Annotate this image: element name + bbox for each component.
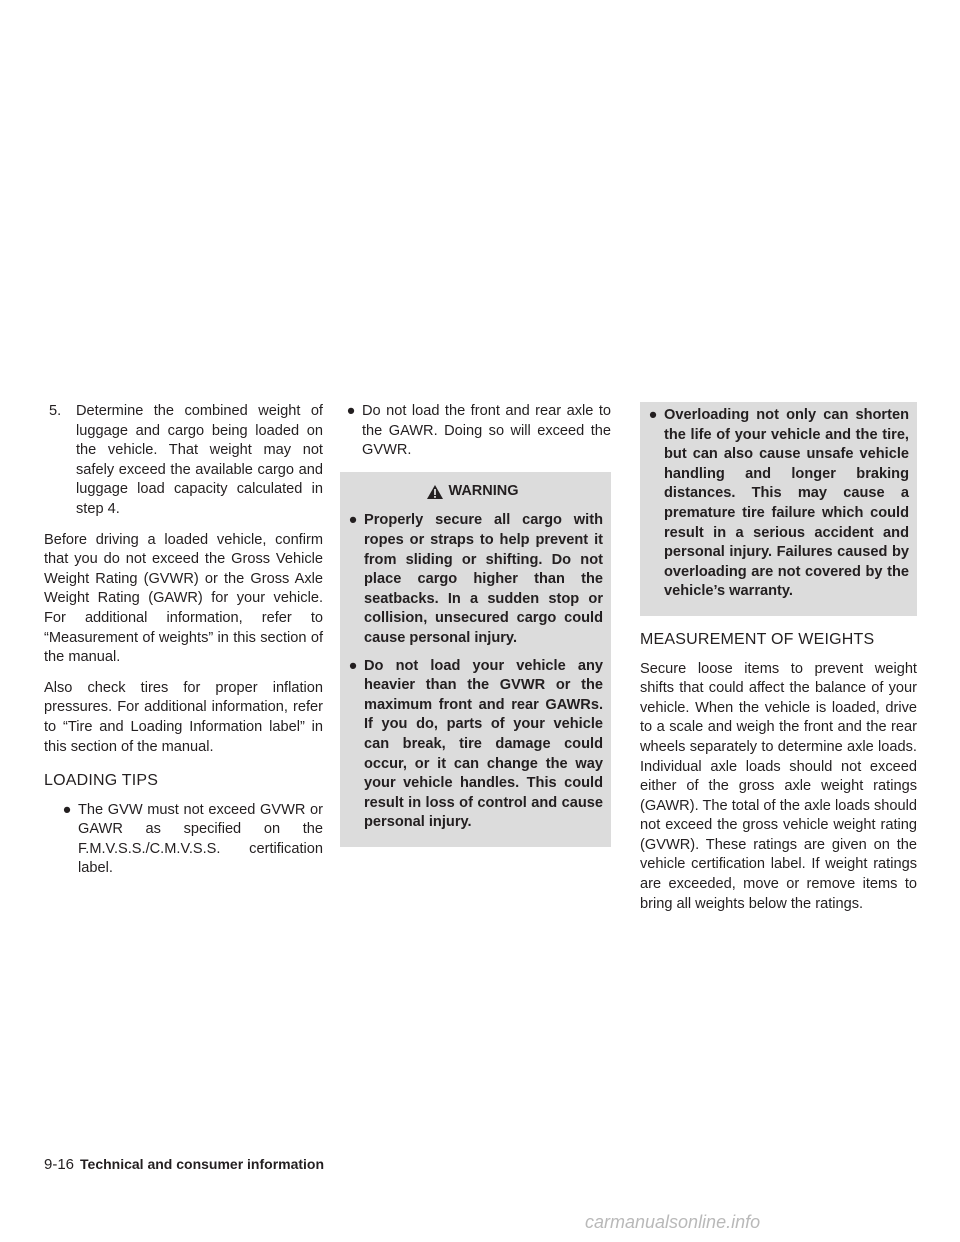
warning-text: Do not load your vehicle any heavier than the GVWR or the maximum front and rear GAWRs. If you do, parts of your vehicle can break, tire damage could occur, or it can change the way your vehicle handles. This could result in loss of control and cause personal injury. [364, 657, 603, 831]
warning-text: Properly secure all cargo with ropes or straps to help prevent it from sliding or shifting. Do not place cargo higher than the seatbacks. In a sudden stop or collision, unsecured cargo could cause personal injury. [364, 512, 603, 646]
warning-title: WARNING [448, 482, 519, 499]
step-number: 5. [49, 403, 62, 419]
section-title: Technical and consumer information [80, 1156, 325, 1172]
step-5 [44, 402, 323, 520]
warning-item [342, 657, 603, 833]
bullet-text: The GVW must not exceed GVWR or GAWR as specified on the F.M.V.S.S./C.M.V.S.S. certification label. [78, 801, 323, 877]
warning-item [642, 406, 909, 602]
heading-measurement: MEASUREMENT OF WEIGHTS [640, 630, 875, 648]
step-text: Determine the combined weight of luggage and cargo being loaded on the vehicle. That weight may not safely exceed the available cargo and luggage load capacity calculated in step 4. [76, 403, 323, 517]
warning-item [342, 511, 603, 648]
page-number: 9-16 [44, 1156, 75, 1173]
column-right [640, 402, 917, 925]
warning-box [340, 472, 611, 847]
paragraph-gvwr: Before driving a loaded vehicle, confirm that you do not exceed the Gross Vehicle Weight Rating (GVWR) or the Gross Axle Weight Rating (GAWR) for your vehicle. For additional information, refer to “Measurement of weights” in this section of the manual. [44, 531, 323, 666]
bullet-item [44, 801, 323, 879]
warning-header [342, 482, 603, 502]
heading-loading-tips: LOADING TIPS [44, 772, 159, 790]
bullet-icon: ● [348, 657, 358, 674]
bullet-icon: ● [348, 512, 358, 529]
column-left [44, 402, 323, 890]
page-footer [44, 1156, 324, 1173]
warning-text: Overloading not only can shorten the life of your vehicle and the tire, but can also cause unsafe vehicle handling and longer braking distances. This may cause a premature tire failure which could result in a serious accident and personal injury. Failures caused by overloading are not covered by the vehicle’s warranty. [664, 407, 909, 600]
paragraph-inflation: Also check tires for proper inflation pressures. For additional information, refer to “Tire and Loading Information label” in this section of the manual. [44, 679, 323, 755]
warning-box-continued [640, 402, 917, 616]
bullet-icon: ● [648, 407, 658, 423]
bullet-icon: ● [62, 801, 72, 818]
bullet-icon: ● [346, 403, 356, 419]
column-middle [340, 402, 611, 847]
warning-icon [426, 484, 444, 500]
paragraph-measurement: Secure loose items to prevent weight shifts that could affect the balance of your vehicle. When the vehicle is loaded, drive to a scale and weigh the front and the rear wheels separately to determine axle loads. Individual axle loads should not exceed either of the gross axle weight ratings (GAWR). The total of the axle loads should not exceed the gross vehicle weight rating (GVWR). These ratings are given on the vehicle certification label. If weight ratings are exceeded, move or remove items to bring all weights below the ratings. [640, 660, 917, 912]
bullet-item [340, 402, 611, 461]
bullet-text: Do not load the front and rear axle to the GAWR. Doing so will exceed the GVWR. [362, 403, 611, 459]
watermark: carmanualsonline.info [585, 1212, 761, 1232]
